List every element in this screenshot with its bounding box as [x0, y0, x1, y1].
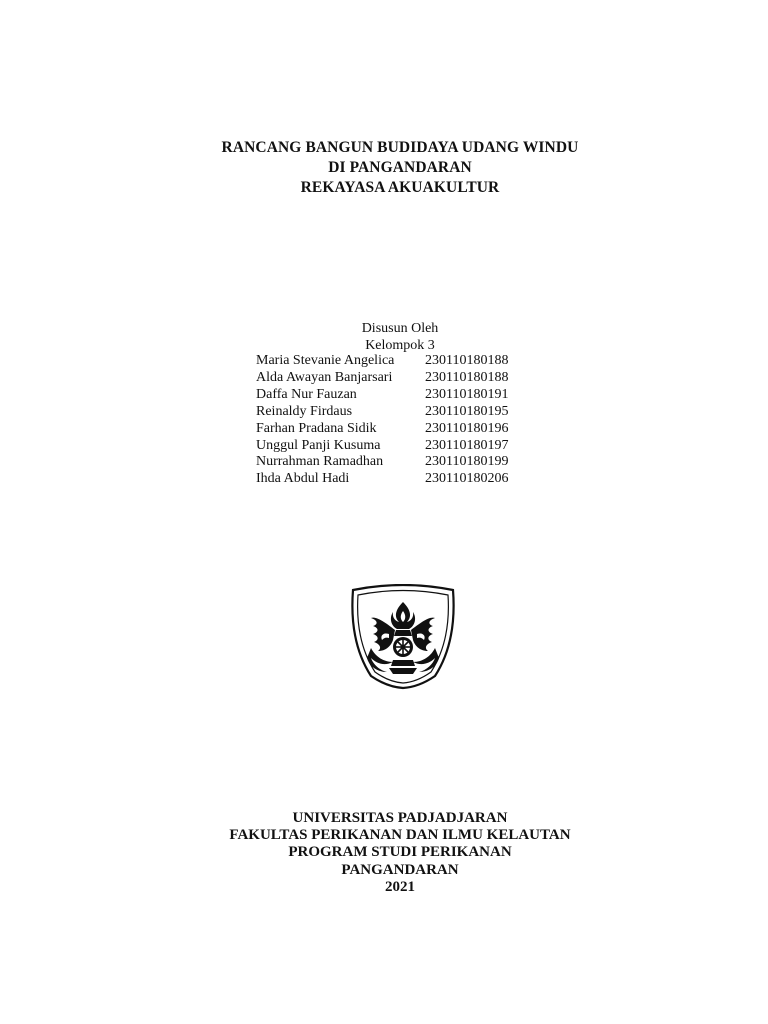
member-name: Daffa Nur Fauzan [256, 386, 357, 402]
member-name: Reinaldy Firdaus [256, 403, 353, 419]
title-line-3: REKAYASA AKUAKULTUR [300, 179, 500, 196]
member-nim: 230110180188 [425, 353, 509, 368]
institution-block [0, 810, 768, 896]
member-row [256, 454, 556, 471]
member-nim: 230110180199 [425, 454, 509, 470]
member-row [256, 370, 556, 387]
member-list [256, 353, 556, 488]
member-row [256, 353, 556, 370]
member-nim: 230110180196 [425, 420, 509, 436]
member-name: Farhan Pradana Sidik [256, 420, 377, 436]
faculty-name: FAKULTAS PERIKANAN DAN ILMU KELAUTAN [229, 827, 571, 844]
title-line-1: RANCANG BANGUN BUDIDAYA UDANG WINDU [221, 139, 579, 156]
title-line-2: DI PANGANDARAN [328, 159, 472, 176]
university-seal-icon [349, 584, 457, 690]
member-row [256, 438, 556, 455]
member-nim: 230110180191 [425, 386, 509, 402]
city-name: PANGANDARAN [341, 861, 459, 878]
member-row [256, 404, 556, 421]
university-name: UNIVERSITAS PADJADJARAN [292, 810, 508, 826]
member-row [256, 421, 556, 438]
member-name: Ihda Abdul Hadi [256, 471, 350, 487]
member-nim: 230110180197 [425, 437, 509, 453]
document-title [0, 138, 768, 198]
member-row [256, 471, 556, 488]
member-name: Maria Stevanie Angelica [256, 353, 395, 368]
member-name: Nurrahman Ramadhan [256, 454, 384, 470]
member-nim: 230110180188 [425, 369, 509, 385]
program-name: PROGRAM STUDI PERIKANAN [288, 844, 512, 861]
authored-by-label: Disusun Oleh [361, 321, 439, 336]
member-nim: 230110180195 [425, 403, 509, 419]
member-row [256, 387, 556, 404]
author-heading-block [0, 320, 768, 354]
year: 2021 [385, 878, 415, 895]
member-name: Unggul Panji Kusuma [256, 437, 381, 453]
member-name: Alda Awayan Banjarsari [256, 369, 393, 385]
group-label: Kelompok 3 [365, 338, 435, 353]
member-nim: 230110180206 [425, 471, 509, 487]
